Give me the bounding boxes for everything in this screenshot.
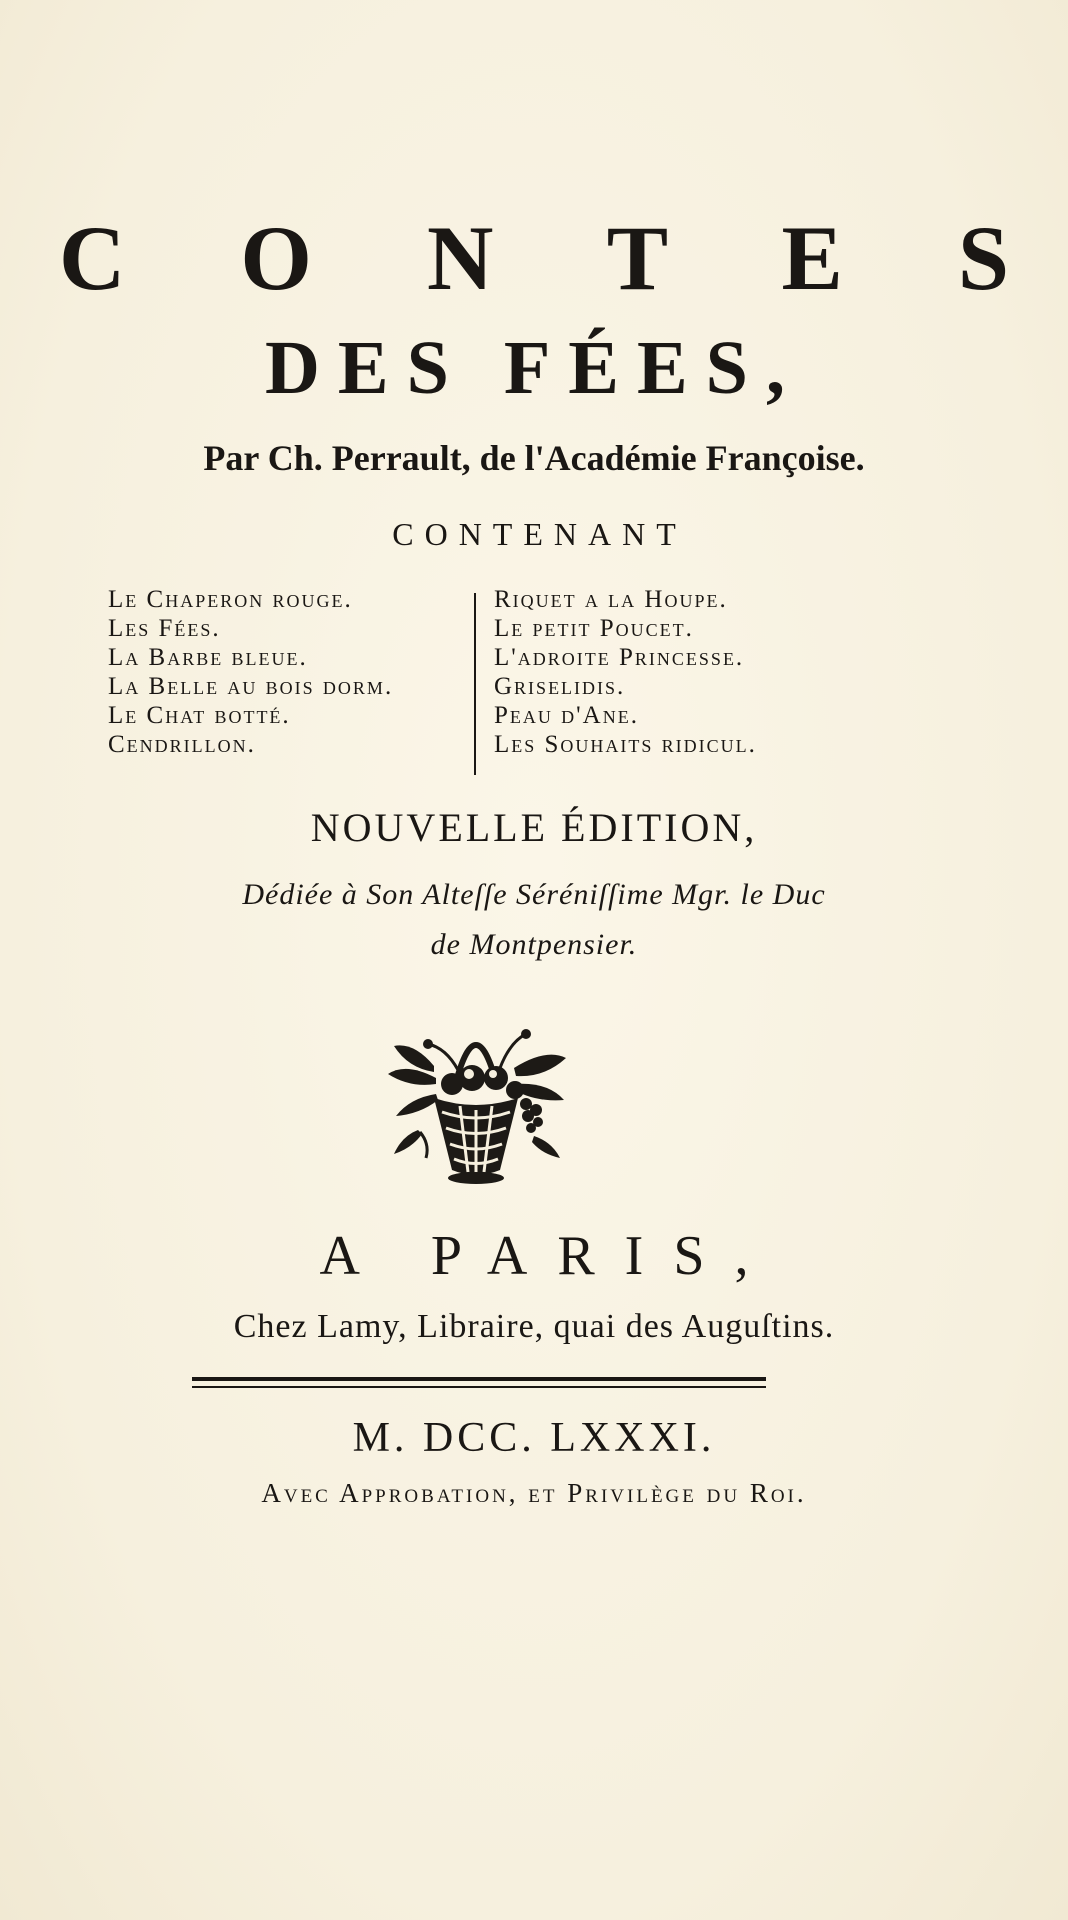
- privilege-line: Avec Approbation, et Privilège du Roi.: [261, 1478, 807, 1508]
- list-item: Le petit Poucet.: [494, 615, 694, 642]
- list-item: Les Souhaits ridicul.: [494, 731, 757, 758]
- double-rule-bottom: [192, 1386, 766, 1388]
- list-item: Peau d'Ane.: [494, 702, 639, 729]
- list-item: Griselidis.: [494, 673, 626, 700]
- dedication-line-1: Dédiée à Son Alteſſe Séréniſſime Mgr. le Duc: [242, 878, 826, 911]
- column-divider: [474, 593, 476, 775]
- list-item: Cendrillon.: [108, 731, 256, 758]
- city-line: A PARIS,: [319, 1225, 779, 1287]
- dedication-line-2: de Montpensier.: [430, 928, 638, 961]
- list-item: Le Chaperon rouge.: [108, 586, 353, 613]
- flower-basket-icon: [376, 1012, 576, 1188]
- book-title-line-1: C O N T E S: [58, 207, 1055, 309]
- author-line: Par Ch. Perrault, de l'Académie Françoise.: [203, 438, 865, 478]
- double-rule-top: [192, 1377, 766, 1381]
- table-of-contents: [108, 585, 848, 770]
- contents-left-column: [108, 585, 393, 759]
- list-item: La Barbe bleue.: [108, 644, 308, 671]
- book-title-line-2: DES FÉES,: [265, 326, 803, 410]
- edition-line: NOUVELLE ÉDITION,: [310, 805, 758, 850]
- list-item: Les Fées.: [108, 615, 221, 642]
- contents-right-column: [494, 585, 757, 759]
- list-item: Le Chat botté.: [108, 702, 291, 729]
- publication-year: M. DCC. LXXXI.: [352, 1415, 716, 1461]
- contents-heading: CONTENANT: [392, 516, 687, 552]
- publisher-line: Chez Lamy, Libraire, quai des Auguſtins.: [233, 1308, 835, 1345]
- list-item: L'adroite Princesse.: [494, 644, 745, 671]
- list-item: Riquet a la Houpe.: [494, 586, 728, 613]
- list-item: La Belle au bois dorm.: [108, 673, 394, 700]
